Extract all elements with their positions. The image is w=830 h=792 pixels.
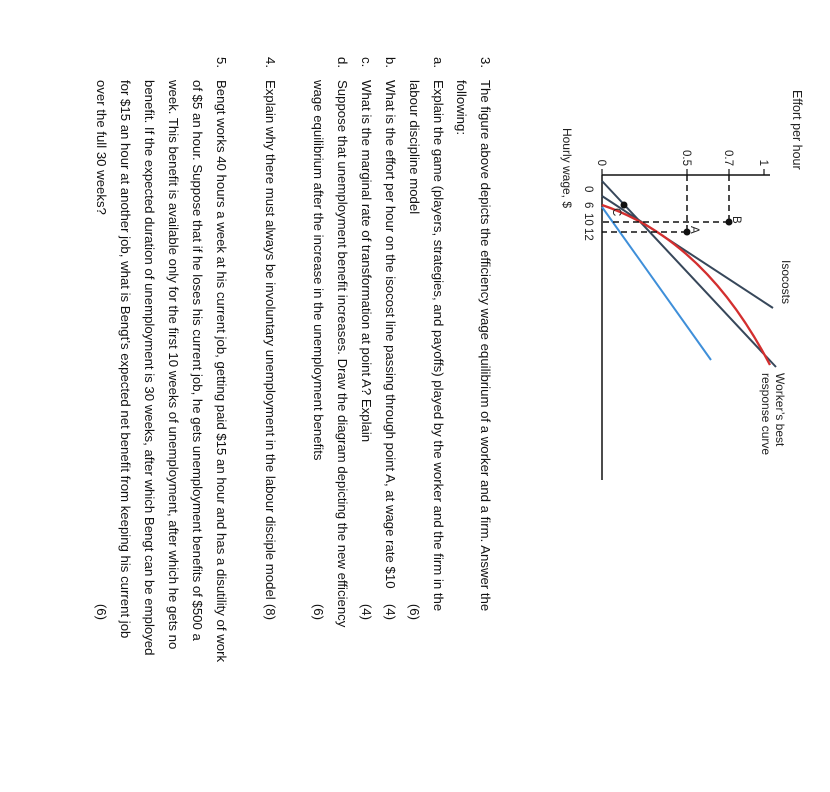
y-tick-label-0: 0: [595, 159, 607, 166]
question-3a-marks: (6): [407, 603, 422, 620]
question-3d-marks: (6): [311, 603, 326, 620]
x-tick-label-12: 12: [582, 228, 594, 241]
question-5-line-4: benefit. If the expected duration of unemployment is 30 weeks, after which Bengt can be employed: [142, 80, 157, 656]
question-5-number: 5.: [214, 57, 229, 68]
question-4-marks: (8): [263, 603, 278, 620]
question-5-line-1: Bengt works 40 hours a week at his current job, getting paid $15 an hour and has a disutility of work: [214, 80, 229, 663]
question-3a-label: a.: [431, 57, 446, 68]
question-3-line-1: The figure above depicts the efficiency wage equilibrium of a worker and a firm. Answer the: [478, 80, 493, 612]
question-3d-label: d.: [335, 57, 350, 68]
isocost-line-upper: [602, 181, 776, 367]
question-5-line-6: over the full 30 weeks?: [94, 80, 109, 215]
question-3b-marks: (4): [383, 603, 398, 620]
x-tick-label-10: 10: [582, 213, 594, 226]
question-5-line-2: of $5 an hour. Suppose that if he loses his current job, he gets unemployment benefits of $500 a: [190, 80, 205, 641]
question-3b-label: b.: [383, 57, 398, 68]
y-tick-label-0-5: 0.5: [680, 150, 692, 166]
question-5-line-5: for $15 an hour at another job, what is Bengt’s expected net benefit from keeping his current job: [118, 80, 133, 639]
question-4-number: 4.: [263, 57, 278, 68]
question-5-line-3: week. This benefit is available only for the first 10 weeks of unemployment, after which he gets no: [166, 80, 181, 650]
question-5-marks: (6): [94, 603, 109, 620]
x-axis-title: Hourly wage, $: [560, 127, 574, 209]
best-response-label-line2: response curve: [759, 373, 773, 456]
question-3-line-2: following:: [454, 80, 469, 135]
question-3b-line-1: What is the effort per hour on the isocost line passing through point A, at wage rate $10: [383, 80, 398, 589]
y-tick-label-0-7: 0.7: [722, 150, 734, 166]
question-3a-line-1: Explain the game (players, strategies, and payoffs) played by the worker and the firm in the: [431, 80, 446, 612]
question-3c-line-1: What is the marginal rate of transformation at point A? Explain: [359, 80, 374, 443]
point-label-c: C: [610, 208, 622, 217]
best-response-label-line1: Worker’s best: [773, 373, 787, 447]
isocosts-label: Isocosts: [779, 260, 793, 305]
x-tick-label-6: 6: [582, 202, 594, 209]
question-3c-marks: (4): [359, 603, 374, 620]
question-3a-line-2: labour discipline model: [407, 80, 422, 215]
point-label-a: A: [688, 226, 700, 234]
question-3c-label: c.: [359, 57, 374, 68]
question-3-number: 3.: [478, 57, 493, 68]
y-axis-title: Effort per hour: [790, 90, 804, 170]
x-tick-label-0: 0: [582, 186, 594, 193]
isocost-line-lower: [602, 196, 773, 308]
question-4-line-1: Explain why there must always be involuntary unemployment in the labour disciple model: [263, 80, 278, 600]
y-tick-label-1: 1: [757, 159, 769, 166]
question-3d-line-1: Suppose that unemployment benefit increases. Draw the diagram depicting the new efficiency: [335, 80, 350, 628]
point-label-b: B: [730, 216, 742, 224]
question-3d-line-2: wage equilibrium after the increase in the unemployment benefits: [311, 80, 326, 461]
